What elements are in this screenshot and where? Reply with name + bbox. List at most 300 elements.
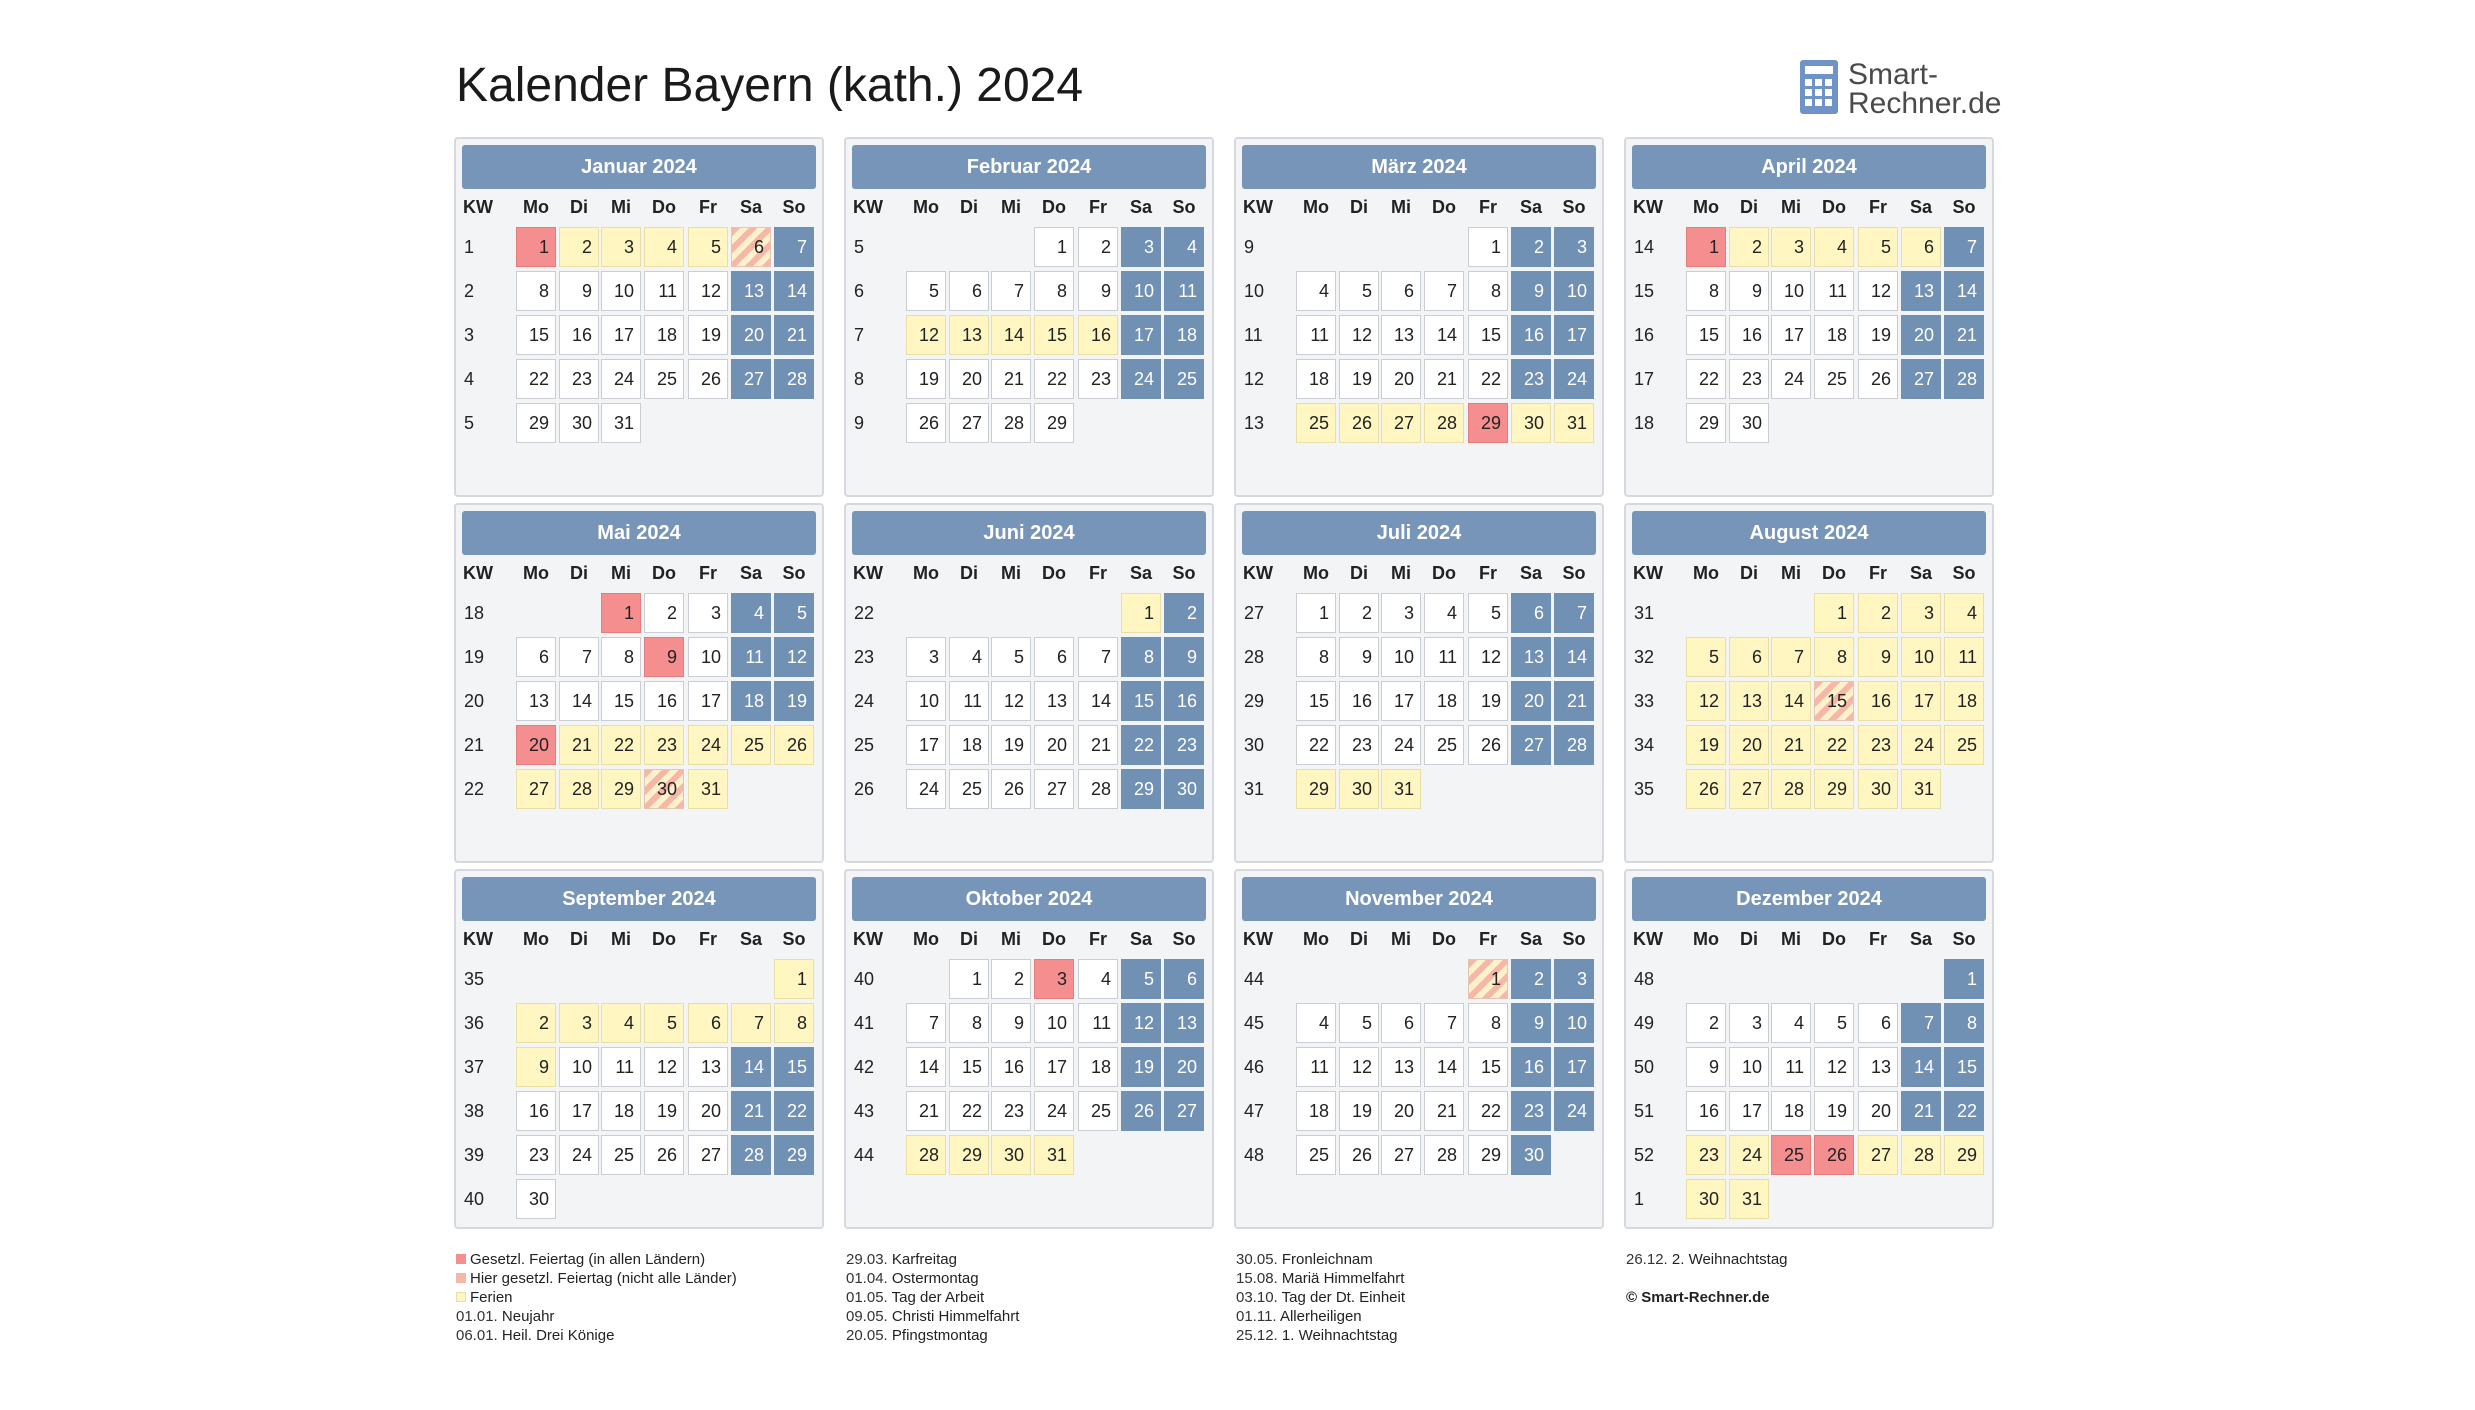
weekend-day-cell[interactable]: 14 [774, 271, 814, 311]
weekend-day-cell[interactable]: 19 [1121, 1047, 1161, 1087]
day-cell[interactable]: 13 [1858, 1047, 1898, 1087]
day-cell[interactable]: 10 [601, 271, 641, 311]
ferien-day-cell[interactable]: 31 [1034, 1135, 1074, 1175]
ferien-day-cell[interactable]: 27 [516, 769, 556, 809]
day-cell[interactable]: 19 [644, 1091, 684, 1131]
day-cell[interactable]: 19 [1339, 359, 1379, 399]
day-cell[interactable]: 6 [1034, 637, 1074, 677]
ferien-day-cell[interactable]: 1 [1121, 593, 1161, 633]
weekend-day-cell[interactable]: 2 [1511, 227, 1551, 267]
day-cell[interactable]: 15 [1686, 315, 1726, 355]
day-cell[interactable]: 28 [991, 403, 1031, 443]
day-cell[interactable]: 26 [688, 359, 728, 399]
day-cell[interactable]: 10 [559, 1047, 599, 1087]
day-cell[interactable]: 23 [1729, 359, 1769, 399]
weekend-day-cell[interactable]: 24 [1554, 1091, 1594, 1131]
day-cell[interactable]: 10 [688, 637, 728, 677]
day-cell[interactable]: 7 [1424, 271, 1464, 311]
day-cell[interactable]: 21 [1078, 725, 1118, 765]
day-cell[interactable]: 18 [949, 725, 989, 765]
day-cell[interactable]: 19 [688, 315, 728, 355]
day-cell[interactable]: 3 [1729, 1003, 1769, 1043]
day-cell[interactable]: 20 [688, 1091, 728, 1131]
ferien-day-cell[interactable]: 28 [1771, 769, 1811, 809]
day-cell[interactable]: 6 [1858, 1003, 1898, 1043]
day-cell[interactable]: 8 [1686, 271, 1726, 311]
day-cell[interactable]: 15 [1468, 1047, 1508, 1087]
day-cell[interactable]: 8 [1468, 271, 1508, 311]
weekend-day-cell[interactable]: 25 [1164, 359, 1204, 399]
partial-holiday-day-cell[interactable]: 1 [1468, 959, 1508, 999]
day-cell[interactable]: 26 [644, 1135, 684, 1175]
day-cell[interactable]: 2 [1686, 1003, 1726, 1043]
weekend-day-cell[interactable]: 20 [1164, 1047, 1204, 1087]
weekend-day-cell[interactable]: 5 [1121, 959, 1161, 999]
ferien-day-cell[interactable]: 26 [1339, 403, 1379, 443]
day-cell[interactable]: 24 [601, 359, 641, 399]
weekend-day-cell[interactable]: 20 [731, 315, 771, 355]
ferien-day-cell[interactable]: 30 [991, 1135, 1031, 1175]
ferien-day-cell[interactable]: 5 [1858, 227, 1898, 267]
day-cell[interactable]: 11 [1814, 271, 1854, 311]
day-cell[interactable]: 13 [688, 1047, 728, 1087]
weekend-day-cell[interactable]: 23 [1164, 725, 1204, 765]
weekend-day-cell[interactable]: 30 [1511, 1135, 1551, 1175]
weekend-day-cell[interactable]: 13 [1901, 271, 1941, 311]
day-cell[interactable]: 23 [516, 1135, 556, 1175]
day-cell[interactable]: 25 [1814, 359, 1854, 399]
day-cell[interactable]: 22 [1296, 725, 1336, 765]
day-cell[interactable]: 19 [1858, 315, 1898, 355]
ferien-day-cell[interactable]: 28 [1901, 1135, 1941, 1175]
partial-holiday-day-cell[interactable]: 30 [644, 769, 684, 809]
day-cell[interactable]: 5 [1468, 593, 1508, 633]
ferien-day-cell[interactable]: 22 [601, 725, 641, 765]
day-cell[interactable]: 8 [516, 271, 556, 311]
weekend-day-cell[interactable]: 14 [1554, 637, 1594, 677]
day-cell[interactable]: 16 [1339, 681, 1379, 721]
ferien-day-cell[interactable]: 30 [1686, 1179, 1726, 1219]
day-cell[interactable]: 12 [991, 681, 1031, 721]
weekend-day-cell[interactable]: 14 [1944, 271, 1984, 311]
day-cell[interactable]: 6 [516, 637, 556, 677]
ferien-day-cell[interactable]: 4 [1814, 227, 1854, 267]
weekend-day-cell[interactable]: 14 [731, 1047, 771, 1087]
weekend-day-cell[interactable]: 12 [1121, 1003, 1161, 1043]
holiday-day-cell[interactable]: 3 [1034, 959, 1074, 999]
day-cell[interactable]: 5 [1339, 1003, 1379, 1043]
day-cell[interactable]: 14 [1078, 681, 1118, 721]
ferien-day-cell[interactable]: 25 [731, 725, 771, 765]
day-cell[interactable]: 24 [1034, 1091, 1074, 1131]
weekend-day-cell[interactable]: 7 [1901, 1003, 1941, 1043]
day-cell[interactable]: 19 [1814, 1091, 1854, 1131]
day-cell[interactable]: 23 [1078, 359, 1118, 399]
day-cell[interactable]: 3 [906, 637, 946, 677]
day-cell[interactable]: 11 [644, 271, 684, 311]
day-cell[interactable]: 8 [1296, 637, 1336, 677]
day-cell[interactable]: 18 [1771, 1091, 1811, 1131]
weekend-day-cell[interactable]: 24 [1554, 359, 1594, 399]
ferien-day-cell[interactable]: 13 [949, 315, 989, 355]
day-cell[interactable]: 27 [949, 403, 989, 443]
day-cell[interactable]: 21 [906, 1091, 946, 1131]
weekend-day-cell[interactable]: 16 [1511, 315, 1551, 355]
ferien-day-cell[interactable]: 29 [949, 1135, 989, 1175]
weekend-day-cell[interactable]: 11 [731, 637, 771, 677]
weekend-day-cell[interactable]: 16 [1511, 1047, 1551, 1087]
day-cell[interactable]: 13 [1381, 1047, 1421, 1087]
day-cell[interactable]: 7 [991, 271, 1031, 311]
ferien-day-cell[interactable]: 6 [1901, 227, 1941, 267]
day-cell[interactable]: 3 [688, 593, 728, 633]
ferien-day-cell[interactable]: 31 [1901, 769, 1941, 809]
ferien-day-cell[interactable]: 27 [1381, 403, 1421, 443]
day-cell[interactable]: 18 [1296, 1091, 1336, 1131]
weekend-day-cell[interactable]: 28 [731, 1135, 771, 1175]
ferien-day-cell[interactable]: 4 [601, 1003, 641, 1043]
weekend-day-cell[interactable]: 21 [1554, 681, 1594, 721]
ferien-day-cell[interactable]: 8 [1814, 637, 1854, 677]
day-cell[interactable]: 12 [1814, 1047, 1854, 1087]
day-cell[interactable]: 16 [516, 1091, 556, 1131]
weekend-day-cell[interactable]: 29 [1121, 769, 1161, 809]
day-cell[interactable]: 10 [1034, 1003, 1074, 1043]
weekend-day-cell[interactable]: 21 [1944, 315, 1984, 355]
weekend-day-cell[interactable]: 18 [1164, 315, 1204, 355]
day-cell[interactable]: 12 [1858, 271, 1898, 311]
weekend-day-cell[interactable]: 15 [774, 1047, 814, 1087]
day-cell[interactable]: 30 [516, 1179, 556, 1219]
day-cell[interactable]: 10 [1729, 1047, 1769, 1087]
weekend-day-cell[interactable]: 28 [774, 359, 814, 399]
ferien-day-cell[interactable]: 31 [1729, 1179, 1769, 1219]
ferien-day-cell[interactable]: 7 [1771, 637, 1811, 677]
day-cell[interactable]: 8 [1468, 1003, 1508, 1043]
day-cell[interactable]: 11 [1771, 1047, 1811, 1087]
day-cell[interactable]: 22 [1686, 359, 1726, 399]
weekend-day-cell[interactable]: 5 [774, 593, 814, 633]
ferien-day-cell[interactable]: 30 [1858, 769, 1898, 809]
ferien-day-cell[interactable]: 2 [1729, 227, 1769, 267]
weekend-day-cell[interactable]: 14 [1901, 1047, 1941, 1087]
day-cell[interactable]: 1 [1468, 227, 1508, 267]
ferien-day-cell[interactable]: 1 [1814, 593, 1854, 633]
day-cell[interactable]: 11 [1078, 1003, 1118, 1043]
ferien-day-cell[interactable]: 28 [1424, 403, 1464, 443]
ferien-day-cell[interactable]: 2 [559, 227, 599, 267]
day-cell[interactable]: 5 [991, 637, 1031, 677]
day-cell[interactable]: 1 [1296, 593, 1336, 633]
day-cell[interactable]: 26 [906, 403, 946, 443]
day-cell[interactable]: 12 [688, 271, 728, 311]
day-cell[interactable]: 12 [1339, 1047, 1379, 1087]
day-cell[interactable]: 17 [1034, 1047, 1074, 1087]
day-cell[interactable]: 11 [1424, 637, 1464, 677]
weekend-day-cell[interactable]: 2 [1164, 593, 1204, 633]
ferien-day-cell[interactable]: 23 [644, 725, 684, 765]
day-cell[interactable]: 18 [1078, 1047, 1118, 1087]
holiday-day-cell[interactable]: 25 [1771, 1135, 1811, 1175]
day-cell[interactable]: 9 [1078, 271, 1118, 311]
weekend-day-cell[interactable]: 22 [1121, 725, 1161, 765]
day-cell[interactable]: 13 [516, 681, 556, 721]
day-cell[interactable]: 3 [1381, 593, 1421, 633]
ferien-day-cell[interactable]: 27 [1729, 769, 1769, 809]
ferien-day-cell[interactable]: 24 [688, 725, 728, 765]
day-cell[interactable]: 28 [1078, 769, 1118, 809]
ferien-day-cell[interactable]: 10 [1901, 637, 1941, 677]
day-cell[interactable]: 7 [906, 1003, 946, 1043]
weekend-day-cell[interactable]: 21 [774, 315, 814, 355]
weekend-day-cell[interactable]: 10 [1121, 271, 1161, 311]
day-cell[interactable]: 24 [1771, 359, 1811, 399]
day-cell[interactable]: 17 [1729, 1091, 1769, 1131]
day-cell[interactable]: 21 [1424, 1091, 1464, 1131]
ferien-day-cell[interactable]: 28 [559, 769, 599, 809]
weekend-day-cell[interactable]: 9 [1164, 637, 1204, 677]
weekend-day-cell[interactable]: 27 [1164, 1091, 1204, 1131]
day-cell[interactable]: 27 [688, 1135, 728, 1175]
ferien-day-cell[interactable]: 29 [1944, 1135, 1984, 1175]
weekend-day-cell[interactable]: 26 [1121, 1091, 1161, 1131]
weekend-day-cell[interactable]: 17 [1121, 315, 1161, 355]
ferien-day-cell[interactable]: 16 [1078, 315, 1118, 355]
day-cell[interactable]: 29 [1034, 403, 1074, 443]
day-cell[interactable]: 10 [1771, 271, 1811, 311]
day-cell[interactable]: 4 [1296, 1003, 1336, 1043]
weekend-day-cell[interactable]: 29 [774, 1135, 814, 1175]
ferien-day-cell[interactable]: 19 [1686, 725, 1726, 765]
day-cell[interactable]: 4 [1296, 271, 1336, 311]
day-cell[interactable]: 25 [1424, 725, 1464, 765]
ferien-day-cell[interactable]: 7 [731, 1003, 771, 1043]
day-cell[interactable]: 23 [991, 1091, 1031, 1131]
weekend-day-cell[interactable]: 17 [1554, 315, 1594, 355]
weekend-day-cell[interactable]: 9 [1511, 1003, 1551, 1043]
day-cell[interactable]: 9 [559, 271, 599, 311]
day-cell[interactable]: 25 [1078, 1091, 1118, 1131]
day-cell[interactable]: 2 [991, 959, 1031, 999]
weekend-day-cell[interactable]: 3 [1554, 959, 1594, 999]
weekend-day-cell[interactable]: 20 [1901, 315, 1941, 355]
ferien-day-cell[interactable]: 4 [1944, 593, 1984, 633]
day-cell[interactable]: 1 [1034, 227, 1074, 267]
holiday-day-cell[interactable]: 20 [516, 725, 556, 765]
day-cell[interactable]: 20 [1858, 1091, 1898, 1131]
weekend-day-cell[interactable]: 13 [1164, 1003, 1204, 1043]
weekend-day-cell[interactable]: 1 [1944, 959, 1984, 999]
weekend-day-cell[interactable]: 3 [1554, 227, 1594, 267]
day-cell[interactable]: 16 [644, 681, 684, 721]
day-cell[interactable]: 24 [906, 769, 946, 809]
day-cell[interactable]: 22 [949, 1091, 989, 1131]
ferien-day-cell[interactable]: 31 [1381, 769, 1421, 809]
day-cell[interactable]: 19 [906, 359, 946, 399]
day-cell[interactable]: 15 [601, 681, 641, 721]
day-cell[interactable]: 15 [1468, 315, 1508, 355]
day-cell[interactable]: 14 [1424, 1047, 1464, 1087]
day-cell[interactable]: 26 [1339, 1135, 1379, 1175]
ferien-day-cell[interactable]: 3 [1901, 593, 1941, 633]
ferien-day-cell[interactable]: 28 [906, 1135, 946, 1175]
day-cell[interactable]: 18 [1296, 359, 1336, 399]
day-cell[interactable]: 4 [949, 637, 989, 677]
weekend-day-cell[interactable]: 30 [1164, 769, 1204, 809]
day-cell[interactable]: 31 [601, 403, 641, 443]
day-cell[interactable]: 8 [601, 637, 641, 677]
ferien-day-cell[interactable]: 29 [601, 769, 641, 809]
weekend-day-cell[interactable]: 16 [1164, 681, 1204, 721]
day-cell[interactable]: 24 [559, 1135, 599, 1175]
weekend-day-cell[interactable]: 15 [1121, 681, 1161, 721]
day-cell[interactable]: 26 [991, 769, 1031, 809]
weekend-day-cell[interactable]: 13 [731, 271, 771, 311]
day-cell[interactable]: 20 [949, 359, 989, 399]
ferien-day-cell[interactable]: 11 [1944, 637, 1984, 677]
day-cell[interactable]: 26 [1858, 359, 1898, 399]
day-cell[interactable]: 29 [1468, 1135, 1508, 1175]
ferien-day-cell[interactable]: 25 [1944, 725, 1984, 765]
day-cell[interactable]: 11 [601, 1047, 641, 1087]
ferien-day-cell[interactable]: 1 [774, 959, 814, 999]
day-cell[interactable]: 23 [1339, 725, 1379, 765]
weekend-day-cell[interactable]: 3 [1121, 227, 1161, 267]
ferien-day-cell[interactable]: 24 [1729, 1135, 1769, 1175]
day-cell[interactable]: 2 [1078, 227, 1118, 267]
day-cell[interactable]: 27 [1034, 769, 1074, 809]
day-cell[interactable]: 9 [1339, 637, 1379, 677]
weekend-day-cell[interactable]: 12 [774, 637, 814, 677]
day-cell[interactable]: 27 [1381, 1135, 1421, 1175]
weekend-day-cell[interactable]: 22 [1944, 1091, 1984, 1131]
ferien-day-cell[interactable]: 14 [991, 315, 1031, 355]
day-cell[interactable]: 20 [1381, 359, 1421, 399]
weekend-day-cell[interactable]: 21 [731, 1091, 771, 1131]
day-cell[interactable]: 23 [559, 359, 599, 399]
ferien-day-cell[interactable]: 31 [1554, 403, 1594, 443]
weekend-day-cell[interactable]: 7 [1554, 593, 1594, 633]
weekend-day-cell[interactable]: 17 [1554, 1047, 1594, 1087]
day-cell[interactable]: 4 [1424, 593, 1464, 633]
weekend-day-cell[interactable]: 7 [1944, 227, 1984, 267]
day-cell[interactable]: 5 [1339, 271, 1379, 311]
day-cell[interactable]: 5 [906, 271, 946, 311]
day-cell[interactable]: 12 [644, 1047, 684, 1087]
weekend-day-cell[interactable]: 6 [1511, 593, 1551, 633]
weekend-day-cell[interactable]: 15 [1944, 1047, 1984, 1087]
day-cell[interactable]: 18 [644, 315, 684, 355]
ferien-day-cell[interactable]: 3 [1771, 227, 1811, 267]
day-cell[interactable]: 20 [1381, 1091, 1421, 1131]
day-cell[interactable]: 8 [949, 1003, 989, 1043]
day-cell[interactable]: 21 [1424, 359, 1464, 399]
day-cell[interactable]: 11 [949, 681, 989, 721]
day-cell[interactable]: 5 [1814, 1003, 1854, 1043]
ferien-day-cell[interactable]: 21 [559, 725, 599, 765]
ferien-day-cell[interactable]: 6 [688, 1003, 728, 1043]
ferien-day-cell[interactable]: 2 [1858, 593, 1898, 633]
ferien-day-cell[interactable]: 29 [1296, 769, 1336, 809]
partial-holiday-day-cell[interactable]: 6 [731, 227, 771, 267]
day-cell[interactable]: 15 [949, 1047, 989, 1087]
day-cell[interactable]: 18 [1424, 681, 1464, 721]
day-cell[interactable]: 16 [991, 1047, 1031, 1087]
day-cell[interactable]: 11 [1296, 1047, 1336, 1087]
ferien-day-cell[interactable]: 16 [1858, 681, 1898, 721]
day-cell[interactable]: 9 [1729, 271, 1769, 311]
ferien-day-cell[interactable]: 25 [1296, 403, 1336, 443]
weekend-day-cell[interactable]: 21 [1901, 1091, 1941, 1131]
weekend-day-cell[interactable]: 28 [1554, 725, 1594, 765]
ferien-day-cell[interactable]: 30 [1339, 769, 1379, 809]
day-cell[interactable]: 4 [1078, 959, 1118, 999]
ferien-day-cell[interactable]: 30 [1511, 403, 1551, 443]
day-cell[interactable]: 16 [559, 315, 599, 355]
day-cell[interactable]: 11 [1296, 315, 1336, 355]
weekend-day-cell[interactable]: 19 [774, 681, 814, 721]
holiday-day-cell[interactable]: 1 [1686, 227, 1726, 267]
weekend-day-cell[interactable]: 18 [731, 681, 771, 721]
day-cell[interactable]: 13 [1381, 315, 1421, 355]
ferien-day-cell[interactable]: 22 [1814, 725, 1854, 765]
weekend-day-cell[interactable]: 23 [1511, 1091, 1551, 1131]
weekend-day-cell[interactable]: 6 [1164, 959, 1204, 999]
holiday-day-cell[interactable]: 1 [516, 227, 556, 267]
ferien-day-cell[interactable]: 26 [774, 725, 814, 765]
day-cell[interactable]: 6 [949, 271, 989, 311]
day-cell[interactable]: 13 [1034, 681, 1074, 721]
ferien-day-cell[interactable]: 23 [1686, 1135, 1726, 1175]
holiday-day-cell[interactable]: 26 [1814, 1135, 1854, 1175]
day-cell[interactable]: 22 [1468, 1091, 1508, 1131]
ferien-day-cell[interactable]: 15 [1034, 315, 1074, 355]
weekend-day-cell[interactable]: 27 [1901, 359, 1941, 399]
holiday-day-cell[interactable]: 1 [601, 593, 641, 633]
weekend-day-cell[interactable]: 22 [774, 1091, 814, 1131]
holiday-day-cell[interactable]: 29 [1468, 403, 1508, 443]
ferien-day-cell[interactable]: 3 [559, 1003, 599, 1043]
day-cell[interactable]: 10 [906, 681, 946, 721]
ferien-day-cell[interactable]: 2 [516, 1003, 556, 1043]
day-cell[interactable]: 17 [601, 315, 641, 355]
holiday-day-cell[interactable]: 9 [644, 637, 684, 677]
day-cell[interactable]: 26 [1468, 725, 1508, 765]
weekend-day-cell[interactable]: 10 [1554, 1003, 1594, 1043]
ferien-day-cell[interactable]: 20 [1729, 725, 1769, 765]
day-cell[interactable]: 18 [1814, 315, 1854, 355]
day-cell[interactable]: 30 [1729, 403, 1769, 443]
day-cell[interactable]: 7 [1078, 637, 1118, 677]
day-cell[interactable]: 4 [1771, 1003, 1811, 1043]
weekend-day-cell[interactable]: 8 [1944, 1003, 1984, 1043]
day-cell[interactable]: 8 [1034, 271, 1074, 311]
day-cell[interactable]: 7 [559, 637, 599, 677]
day-cell[interactable]: 7 [1424, 1003, 1464, 1043]
day-cell[interactable]: 9 [991, 1003, 1031, 1043]
day-cell[interactable]: 14 [559, 681, 599, 721]
day-cell[interactable]: 1 [949, 959, 989, 999]
ferien-day-cell[interactable]: 5 [1686, 637, 1726, 677]
day-cell[interactable]: 25 [644, 359, 684, 399]
ferien-day-cell[interactable]: 21 [1771, 725, 1811, 765]
weekend-day-cell[interactable]: 4 [1164, 227, 1204, 267]
ferien-day-cell[interactable]: 8 [774, 1003, 814, 1043]
day-cell[interactable]: 24 [1381, 725, 1421, 765]
ferien-day-cell[interactable]: 17 [1901, 681, 1941, 721]
day-cell[interactable]: 6 [1381, 271, 1421, 311]
weekend-day-cell[interactable]: 2 [1511, 959, 1551, 999]
